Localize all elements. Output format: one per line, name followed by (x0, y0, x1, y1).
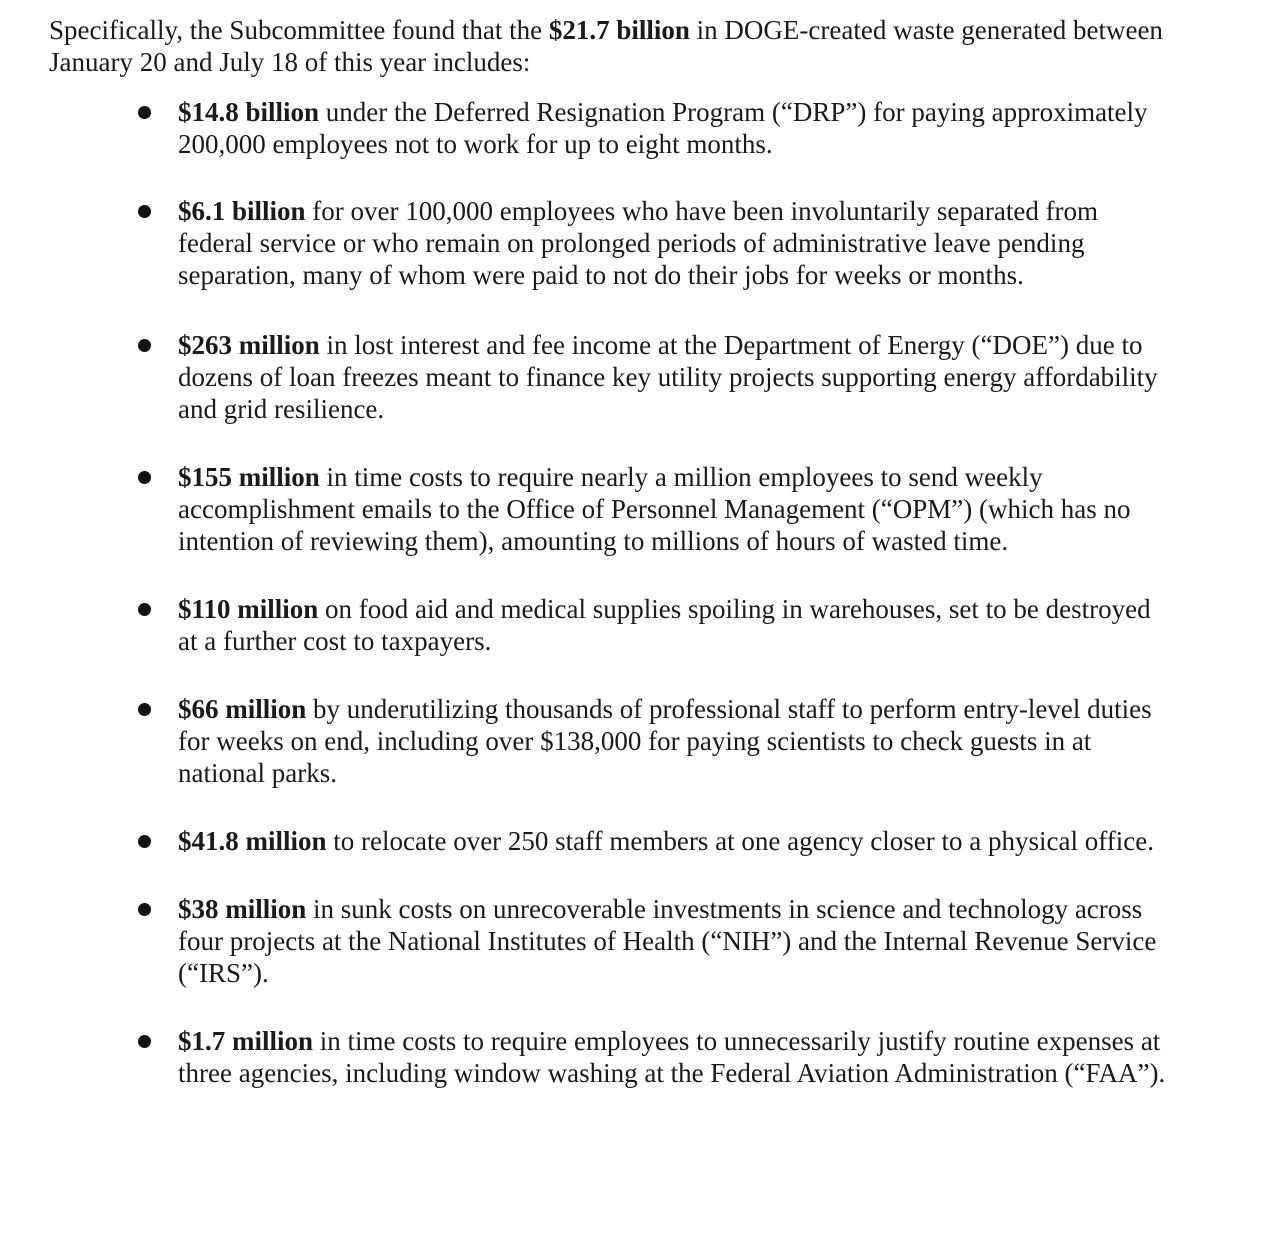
item-text: for over 100,000 employees who have been involuntarily separated from federal service or who remain on prolonged periods of administrative leave pending separation, many of whom were paid to not do their jobs for weeks or months. (178, 196, 1099, 290)
item-text: on food aid and medical supplies spoiling in warehouses, set to be destroyed at a further cost to taxpayers. (178, 594, 1151, 656)
item-text: in time costs to require employees to unnecessarily justify routine expenses at three agencies, including window washing at the Federal Aviation Administration (“FAA”). (178, 1026, 1166, 1088)
intro-text-before: Specifically, the Subcommittee found that the (49, 15, 549, 45)
item-amount: $110 million (178, 594, 319, 624)
list-item (49, 96, 1168, 160)
bullet-icon (138, 471, 151, 484)
bullet-icon (138, 703, 151, 716)
item-text: in time costs to require nearly a million employees to send weekly accomplishment emails to the Office of Personnel Management (“OPM”) (which has no intention of reviewing them), amounting to millions of hours of wasted time. (178, 462, 1131, 556)
bullet-icon (138, 603, 151, 616)
list-item (49, 461, 1168, 557)
bullet-icon (138, 205, 151, 218)
list-item (49, 329, 1168, 425)
item-amount: $1.7 million (178, 1026, 314, 1056)
item-text: in lost interest and fee income at the Department of Energy (“DOE”) due to dozens of loan freezes meant to finance key utility projects supporting energy affordability and grid resilience. (178, 330, 1158, 424)
item-text: by underutilizing thousands of professional staff to perform entry-level duties for weeks on end, including over $138,000 for paying scientists to check guests in at national parks. (178, 694, 1152, 788)
item-text: to relocate over 250 staff members at one agency closer to a physical office. (326, 826, 1154, 856)
item-text: in sunk costs on unrecoverable investments in science and technology across four projects at the National Institutes of Health (“NIH”) and the Internal Revenue Service (“IRS”). (178, 894, 1157, 988)
list-item (49, 893, 1168, 989)
waste-items-list (49, 96, 1220, 1089)
item-amount: $14.8 billion (178, 97, 320, 127)
list-item (49, 693, 1168, 789)
bullet-icon (138, 835, 151, 848)
bullet-icon (138, 903, 151, 916)
item-amount: $66 million (178, 694, 307, 724)
item-amount: $6.1 billion (178, 196, 306, 226)
bullet-icon (138, 1035, 151, 1048)
intro-text-after: in DOGE-created waste generated between January 20 and July 18 of this year includes: (49, 15, 1163, 77)
intro-amount: $21.7 billion (548, 15, 690, 45)
bullet-icon (138, 106, 151, 119)
item-amount: $155 million (178, 462, 320, 492)
bullet-icon (138, 339, 151, 352)
intro-paragraph (49, 14, 1169, 78)
list-item (49, 1025, 1168, 1089)
list-item (49, 195, 1168, 291)
item-text: under the Deferred Resignation Program (“DRP”) for paying approximately 200,000 employees not to work for up to eight months. (178, 97, 1148, 159)
item-amount: $41.8 million (178, 826, 327, 856)
list-item (49, 593, 1168, 657)
list-item (49, 825, 1168, 857)
item-amount: $38 million (178, 894, 307, 924)
item-amount: $263 million (178, 330, 320, 360)
